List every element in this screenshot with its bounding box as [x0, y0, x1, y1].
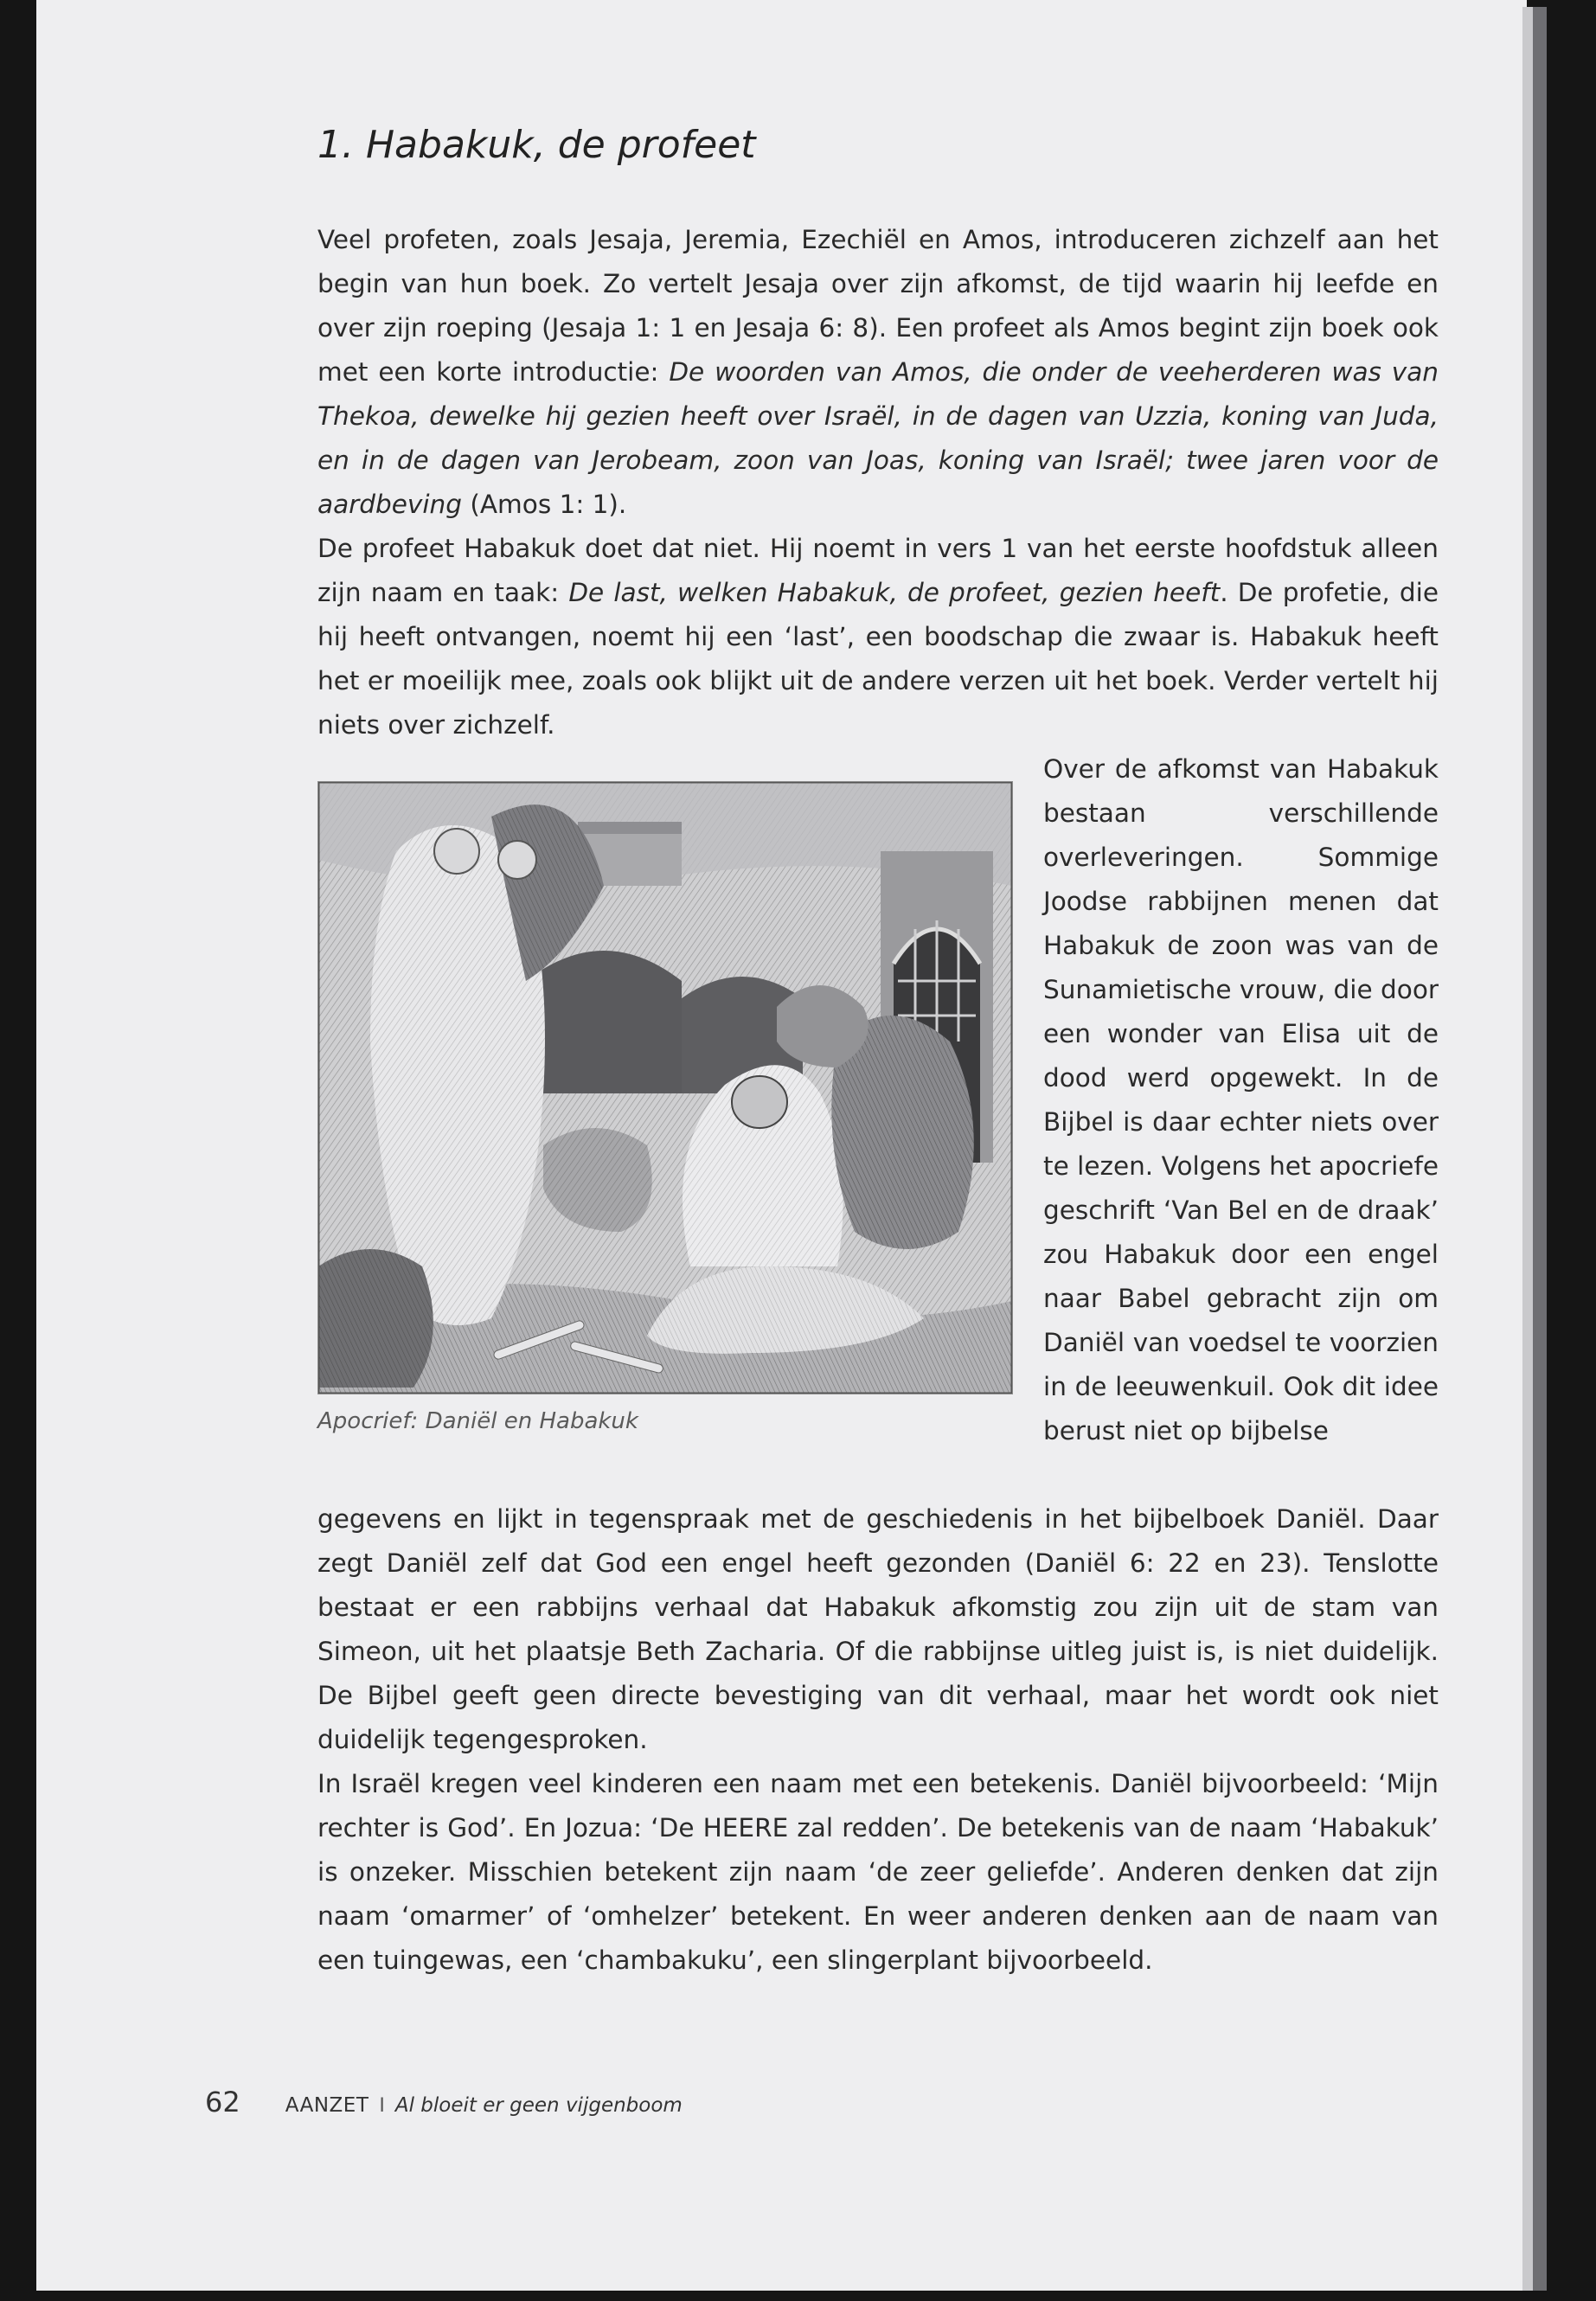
series-name: AANZET [285, 2094, 369, 2117]
paragraph-name-meaning: In Israël kregen veel kinderen een naam met een betekenis. Daniël bijvoorbeeld: ‘Mijn rechter is God’. En Jozua: ‘De HEERE zal redden’. De betekenis van de naam ‘Habakuk’ is onzeker. Misschien betekent zijn naam ‘de zeer geliefde’. Anderen denken dat zijn naam ‘omarmer’ of ‘omhelzer’ betekent. En weer anderen denken aan de naam van een tuingewas, een ‘chambakuku’, een slingerplant bijvoorbeeld. [317, 1769, 1439, 1975]
habakuk-quote: De last, welken Habakuk, de profeet, gezien heeft [568, 578, 1221, 607]
book-spine-edge [1533, 7, 1547, 2291]
book-title: Al bloeit er geen vijgenboom [394, 2094, 683, 2117]
paragraph-intro [317, 218, 1439, 527]
figure-caption: Apocrief: Daniël en Habakuk [317, 1408, 638, 1434]
engraving-illustration [317, 781, 1013, 1394]
paragraph-habakuk-text: De profeet Habakuk doet dat niet. Hij noemt in vers 1 van het eerste hoofdstuk alleen zijn naam en taak: [317, 534, 1439, 607]
paragraph-intro-text: Veel profeten, zoals Jesaja, Jeremia, Ezechiël en Amos, introduceren zichzelf aan het begin van hun boek. Zo vertelt Jesaja over zijn afkomst, de tijd waarin hij leefde en over zijn roeping (Jesaja 1: 1 en Jesaja 6: 8). Een profeet als Amos begint zijn boek ook met een korte introductie: [317, 225, 1439, 387]
amos-reference: (Amos 1: 1). [461, 490, 627, 519]
footer-separator: I [379, 2095, 385, 2117]
page-edge [1522, 7, 1533, 2291]
engraving-image [318, 782, 1012, 1394]
page-footer [205, 2086, 683, 2118]
paragraph-origins-narrow: Over de afkomst van Habakuk bestaan verschillende overleveringen. Sommige Joodse rabbijnen menen dat Habakuk de zoon was van de Sunamietische vrouw, die door een wonder van Elisa uit de dood werd opgewekt. In de Bijbel is daar echter niets over te lezen. Volgens het apocriefe geschrift ‘Van Bel en de draak’ zou Habakuk door een engel naar Babel gebracht zijn om Daniël van voedsel te voorzien in de leeuwenkuil. Ook dit idee berust niet op bijbelse [1043, 754, 1439, 1445]
page-number: 62 [205, 2086, 240, 2118]
amos-quote: De woorden van Amos, die onder de veeherderen was van Thekoa, dewelke hij gezien heeft over Israël, in de dagen van Uzzia, koning van Juda, en in de dagen van Jerobeam, zoon van Joas, koning van Israël; twee jaren voor de aardbeving [317, 357, 1439, 519]
section-title: 1. Habakuk, de profeet [317, 123, 756, 167]
paragraph-origins-continued: gegevens en lijkt in tegenspraak met de geschiedenis in het bijbelboek Daniël. Daar zegt Daniël zelf dat God een engel heeft gezonden (Daniël 6: 22 en 23). Tenslotte bestaat er een rabbijns verhaal dat Habakuk afkomstig zou zijn uit de stam van Simeon, uit het plaatsje Beth Zacharia. Of die rabbijnse uitleg juist is, is niet duidelijk. De Bijbel geeft geen directe bevestiging van dit verhaal, maar het wordt ook niet duidelijk tegengesproken. [317, 1504, 1439, 1754]
paragraph-habakuk-rest: . De profetie, die hij heeft ontvangen, noemt hij een ‘last’, een boodschap die zwaar is. Habakuk heeft het er moeilijk mee, zoals ook blijkt uit de andere verzen uit het boek. Verder vertelt hij niets over zichzelf. [317, 578, 1439, 740]
paragraph-habakuk-task [317, 527, 1439, 747]
